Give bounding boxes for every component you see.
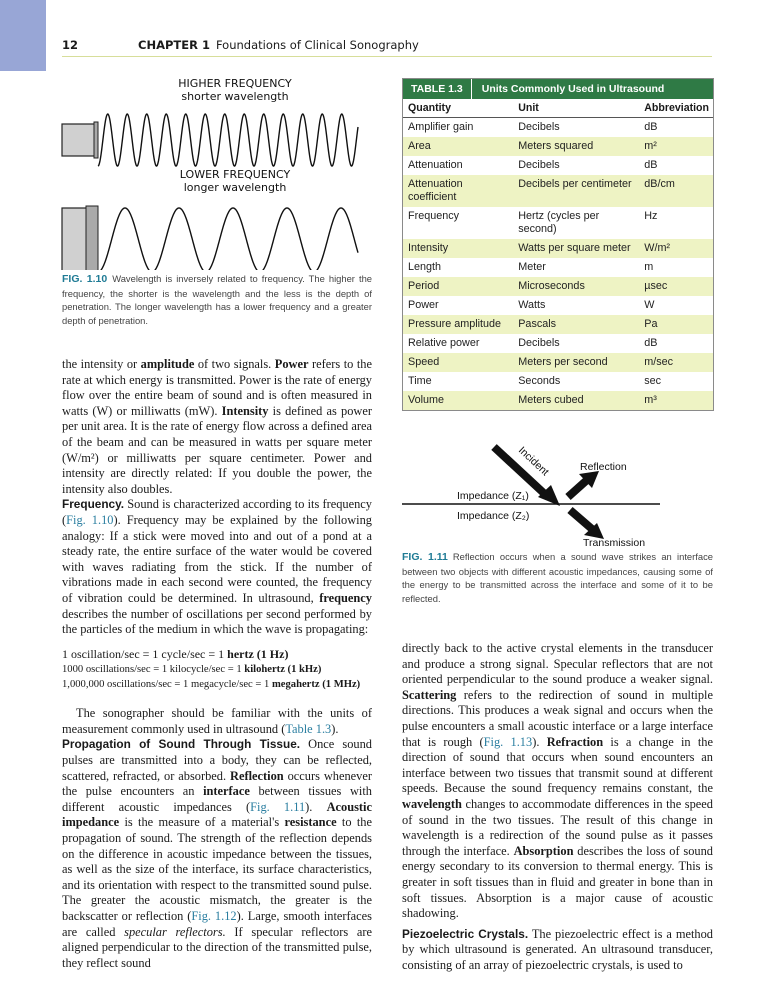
table-cell: m² xyxy=(639,137,713,156)
table-row xyxy=(403,258,713,277)
higher-frequency-label: HIGHER FREQUENCY shorter wavelength xyxy=(178,77,292,104)
table-cell: Watts per square meter xyxy=(513,239,639,258)
table-row xyxy=(403,137,713,156)
table-cell: Area xyxy=(403,137,513,156)
table-cell: Amplifier gain xyxy=(408,121,474,133)
paragraph-units: The sonographer should be familiar with the units of measurement commonly used in ultrasound (Table 1.3). xyxy=(62,706,372,736)
table-cell: Hertz (cycles per second) xyxy=(518,210,600,235)
high-frequency-wave-diagram xyxy=(60,100,360,170)
header-rule xyxy=(62,56,712,57)
table-cell: m³ xyxy=(639,391,713,410)
table-cell: dB xyxy=(644,121,658,133)
table-header-cell: Quantity xyxy=(403,99,513,118)
table-cell: Intensity xyxy=(403,239,513,258)
low-frequency-wave-diagram xyxy=(60,190,360,270)
reflection-label: Reflection xyxy=(580,461,627,473)
table-cell: dB/cm xyxy=(639,175,713,207)
page-number: 12 xyxy=(62,38,79,52)
table-row xyxy=(403,175,713,207)
table-cell: Meters squared xyxy=(513,137,639,156)
chapter-color-tab xyxy=(0,0,46,71)
chapter-title: Foundations of Clinical Sonography xyxy=(215,38,419,52)
table-row xyxy=(403,277,713,296)
table-row xyxy=(403,372,713,391)
table-cell: Decibels xyxy=(518,337,560,349)
table-row xyxy=(403,207,713,239)
table-cell: Meter xyxy=(518,261,546,273)
table-cell: Pa xyxy=(639,315,713,334)
table-cell: Attenuation coefficient xyxy=(403,175,513,207)
figure-1-11-caption: FIG. 1.11 Reflection occurs when a sound wave strikes an interface between two objects with different acoustic impedances, causing some of the energy to be transmitted across the interface and some of it to be reflected. xyxy=(402,551,713,604)
table-title-bar xyxy=(403,79,713,99)
table-row xyxy=(403,296,713,315)
impedance-z2-label: Impedance (Z₂) xyxy=(457,510,530,522)
table-cell: Pressure amplitude xyxy=(403,315,513,334)
table-cell: µsec xyxy=(639,277,713,296)
table-cell: Attenuation xyxy=(408,159,463,171)
frequency-subheading: Frequency. xyxy=(62,497,125,512)
chapter-header xyxy=(138,38,419,52)
table-cell: Frequency xyxy=(408,210,460,222)
equation-hertz: 1 oscillation/sec = 1 cycle/sec = 1 hertz (1 Hz) xyxy=(62,646,289,661)
paragraph-frequency: Frequency. Sound is characterized according to its frequency (Fig. 1.10). Frequency may be explained by the following analogy: If a stick were moved into and out of a pond at a steady rate, the entire surface of the water would be covered with waves radiating from the stick. If the number of vibrations made in each second were counted, the frequency of vibration could be determined. In ultrasound, frequency describes the number of oscillations per second performed by the particles of the medium in which the wave is propagating: xyxy=(62,497,372,637)
table-cell: Meters cubed xyxy=(513,391,639,410)
table-1-3-link[interactable]: Table 1.3 xyxy=(285,721,332,736)
table-row xyxy=(403,156,713,175)
reflection-diagram xyxy=(402,435,722,555)
table-header-row xyxy=(403,99,713,118)
fig-1-13-link[interactable]: Fig. 1.13 xyxy=(483,734,533,749)
paragraph-scattering-refraction: directly back to the active crystal elements in the transducer and produce a strong signal. Specular reflectors that are not oriented perpendicular to the sound produce a weaker signal. Scattering refers to the redirection of sound in multiple directions. This produces a weak signal and occurs when the pulse encounters a small acoustic interface or a large interface that is rough (Fig. 1.13). Refraction is a change in the direction of sound that occurs when sound encounters an interface between two tissues that transmit sound at different speeds. Because the sound frequency remains constant, the wavelength changes to accommodate differences in the speed of sound in the two tissues. The result of this change in wavelength is a redirection of the sound pulse as it passes through the interface. Absorption describes the loss of sound energy secondary to its conversion to thermal energy. This is greater in soft tissues than in fluid and greater in bone than in soft tissues. Absorption is a major cause of acoustic shadowing. xyxy=(402,641,713,921)
chapter-label: CHAPTER 1 xyxy=(138,38,210,52)
table-cell: Hz xyxy=(644,210,658,222)
table-row xyxy=(403,353,713,372)
table-cell: dB xyxy=(644,159,658,171)
table-1-3 xyxy=(402,78,714,411)
table-cell: m xyxy=(644,261,654,273)
table-cell: Speed xyxy=(403,353,513,372)
table-cell: W/m² xyxy=(639,239,713,258)
paragraph-power-intensity: the intensity or amplitude of two signals. Power refers to the rate at which energy is transmitted. Power is the rate of energy flow over the entire beam of sound and is often measured in watts (W) or milliwatts (mW). Intensity is defined as power per unit area. It is the rate of energy flow across a defined area of the beam and can be measured in watts per square meter (W/m²) or milliwatts per square centimeter. Power and intensity are directly related: If you double the power, the intensity also doubles. xyxy=(62,357,372,496)
table-cell: Decibels per centimeter xyxy=(513,175,639,207)
table-cell: sec xyxy=(644,375,662,387)
units-table xyxy=(403,99,713,410)
table-cell: W xyxy=(644,299,655,311)
table-row xyxy=(403,391,713,410)
table-cell: Pascals xyxy=(513,315,639,334)
table-cell: Length xyxy=(408,261,442,273)
propagation-subheading: Propagation of Sound Through Tissue. xyxy=(62,737,301,752)
table-cell: Time xyxy=(408,375,432,387)
piezoelectric-subheading: Piezoelectric Crystals. xyxy=(402,926,529,941)
table-row xyxy=(403,118,713,138)
table-row xyxy=(403,239,713,258)
left-column-text xyxy=(62,357,372,971)
equation-megahertz: 1,000,000 oscillations/sec = 1 megacycle/sec = 1 megahertz (1 MHz) xyxy=(62,679,361,691)
paragraph-propagation: Propagation of Sound Through Tissue. Once sound pulses are transmitted into a body, they can be reflected, scattered, refracted, or absorbed. Reflection occurs whenever the pulse encounters an interface between tissues with different acoustic impedances (Fig. 1.11). Acoustic impedance is the measure of a material's resistance to the propagation of sound. The strength of the reflection depends on the difference in acoustic impedance between the tissues, as well as the size of the interface, its surface characteristics, and its orientation with respect to the transmitted sound pulse. The greater the acoustic mismatch, the greater is the backscatter or reflection (Fig. 1.12). Large, smooth interfaces are called specular reflectors. If specular reflectors are aligned perpendicular to the direction of the transmitted pulse, they reflect sound xyxy=(62,737,373,970)
transmission-label: Transmission xyxy=(583,537,646,549)
incident-label: Incident xyxy=(515,444,552,479)
table-cell: Decibels xyxy=(518,121,560,133)
right-column-text xyxy=(402,641,713,973)
table-cell: Microseconds xyxy=(513,277,639,296)
fig-1-11-link[interactable]: Fig. 1.11 xyxy=(250,799,306,814)
table-cell: Meters per second xyxy=(513,353,639,372)
table-cell: Power xyxy=(408,299,439,311)
table-cell: Relative power xyxy=(408,337,480,349)
table-cell: Decibels xyxy=(518,159,560,171)
table-header-cell: Unit xyxy=(513,99,639,118)
paragraph-piezoelectric: Piezoelectric Crystals. The piezoelectric effect is a method by which ultrasound is generated. An ultrasound transducer, consisting of an array of piezoelectric crystals, is used to xyxy=(402,926,713,972)
table-cell: m/sec xyxy=(639,353,713,372)
table-row xyxy=(403,315,713,334)
impedance-z1-label: Impedance (Z₁) xyxy=(457,490,529,502)
table-title: Units Commonly Used in Ultrasound xyxy=(471,79,713,99)
table-cell: dB xyxy=(644,337,658,349)
table-row xyxy=(403,334,713,353)
table-cell: Volume xyxy=(403,391,513,410)
lower-frequency-label: LOWER FREQUENCY longer wavelength xyxy=(179,168,291,195)
table-cell: Watts xyxy=(518,299,546,311)
equation-kilohertz: 1000 oscillations/sec = 1 kilocycle/sec = 1 kilohertz (1 kHz) xyxy=(62,664,322,676)
fig-1-12-link[interactable]: Fig. 1.12 xyxy=(191,909,237,923)
table-cell: Seconds xyxy=(518,375,561,387)
table-number: TABLE 1.3 xyxy=(411,83,463,95)
table-cell: Period xyxy=(403,277,513,296)
figure-1-10-caption: FIG. 1.10 Wavelength is inversely related to frequency. The higher the frequency, the shorter is the wavelength and the less is the depth of penetration. The longer wavelength has a lower frequency and a greater depth of penetration. xyxy=(62,273,372,326)
fig-1-10-link[interactable]: Fig. 1.10 xyxy=(66,512,114,527)
table-header-cell: Abbreviation xyxy=(639,99,713,118)
